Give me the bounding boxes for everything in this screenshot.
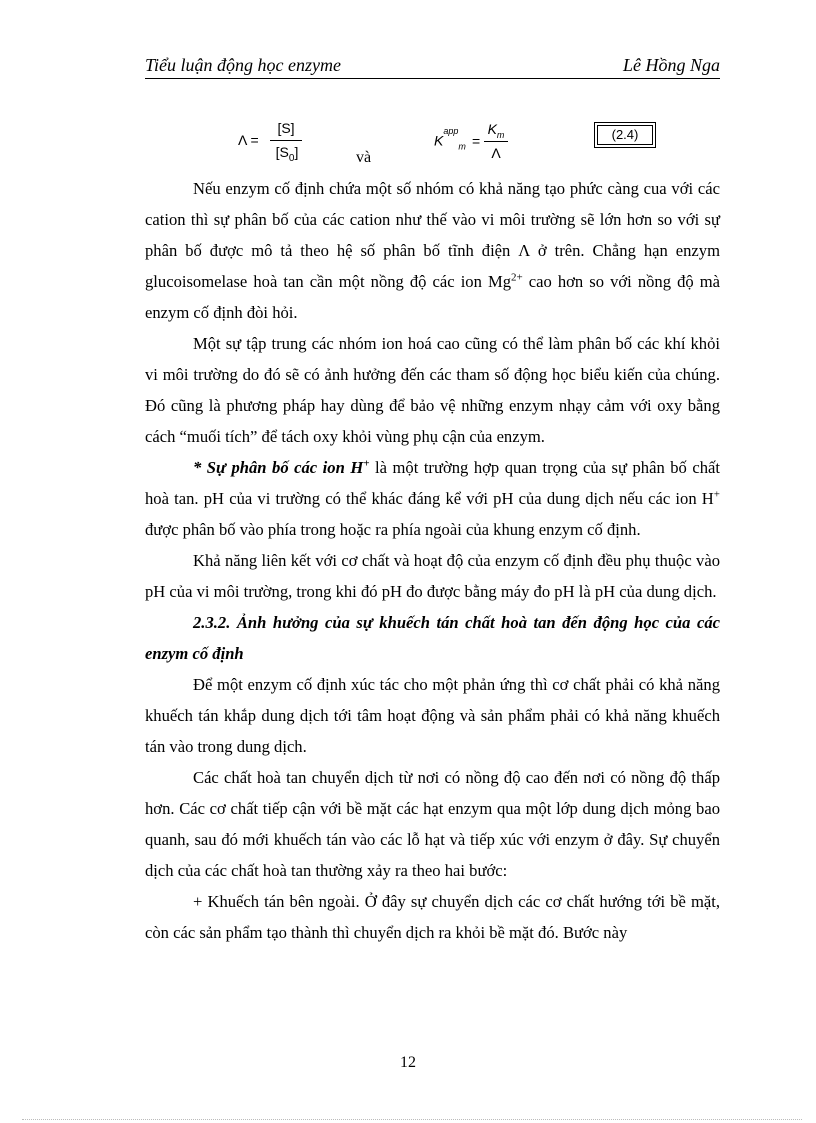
- paragraph: Để một enzym cố định xúc tác cho một phản ứng thì cơ chất phải có khả năng khuếch tán khắp dung dịch tới tâm hoạt động và sản phẩm phải có khả năng khuếch tán vào trong dung dịch.: [145, 675, 720, 756]
- paragraph: * Sự phân bố các ion H+ là một trường hợp quan trọng của sự phân bố chất hoà tan. pH của vi trường có thể khác đáng kể với pH của dung dịch nếu các ion H+ được phân bố vào phía trong hoặc ra phía ngoài của khung enzym cố định.: [145, 457, 720, 539]
- formula-connector: và: [356, 149, 372, 166]
- paragraph: Một sự tập trung các nhóm ion hoá cao cũng có thể làm phân bố các khí khỏi vi môi trường do đó sẽ có ảnh hưởng đến các tham số động học biểu kiến của chúng. Đó cũng là phương pháp hay dùng để bảo vệ những enzym nhạy cảm với oxy bằng cách “muối tích” để tách oxy khỏi vùng phụ cận của enzym.: [145, 334, 720, 446]
- page-header: [145, 54, 720, 79]
- fraction-bar: [484, 141, 508, 142]
- paragraph: + Khuếch tán bên ngoài. Ở đây sự chuyển dịch các cơ chất hướng tới bề mặt, còn các sản phẩm tạo thành thì chuyển dịch ra khỏi bề mặt đó. Bước này: [145, 892, 720, 942]
- formula-km-denominator: Λ: [491, 145, 501, 161]
- formula-lambda: [238, 120, 308, 164]
- paragraph: Các chất hoà tan chuyển dịch từ nơi có nồng độ cao đến nơi có nồng độ thấp hơn. Các cơ chất tiếp cận với bề mặt các hạt enzym qua một lớp dung dịch mỏng bao quanh, sau đó mới khuếch tán vào các lỗ hạt và tiếp xúc với enzym ở đây. Sự chuyển dịch của các chất hoà tan thường xảy ra theo hai bước:: [145, 768, 720, 880]
- formula-lambda-numerator: [S]: [277, 120, 295, 136]
- page-bottom-border: [22, 1119, 802, 1120]
- paragraph: Khả năng liên kết với cơ chất và hoạt độ của enzym cố định đều phụ thuộc vào pH của vi môi trường, trong khi đó pH đo được bằng máy đo pH là pH của dung dịch.: [145, 551, 720, 601]
- fraction-bar: [270, 140, 302, 141]
- header-title: Tiểu luận động học enzyme: [145, 55, 341, 75]
- formula-lambda-denominator: $[S_0]$: [275, 144, 299, 164]
- formula-km-equals: =: [472, 133, 481, 149]
- formula-lambda-lhs: Λ =: [238, 132, 259, 148]
- page-number: 12: [400, 1054, 416, 1071]
- formula-km-app: [434, 120, 534, 166]
- header-author: Lê Hồng Nga: [622, 55, 720, 75]
- formula-km-numerator: $K_m$: [487, 121, 505, 140]
- section-heading: 2.3.2. Ảnh hưởng của sự khuếch tán chất hoà tan đến động học của các enzym cố định: [145, 613, 720, 663]
- equation-number: (2.4): [594, 122, 656, 148]
- page-body: [145, 173, 720, 948]
- formula-km-lhs: $K^{app}_m$: [434, 126, 466, 152]
- paragraph: Nếu enzym cố định chứa một số nhóm có khả năng tạo phức càng cua với các cation thì sự phân bố của các cation như thế vào vi môi trường sẽ lớn hơn so với sự phân bố được mô tả theo hệ số phân bố tĩnh điện Λ ở trên. Chẳng hạn enzym glucoisomelase hoà tan cần một nồng độ các ion $Mg^{2+}$ cao hơn so với nồng độ mà enzym cố định đòi hỏi.: [145, 179, 720, 322]
